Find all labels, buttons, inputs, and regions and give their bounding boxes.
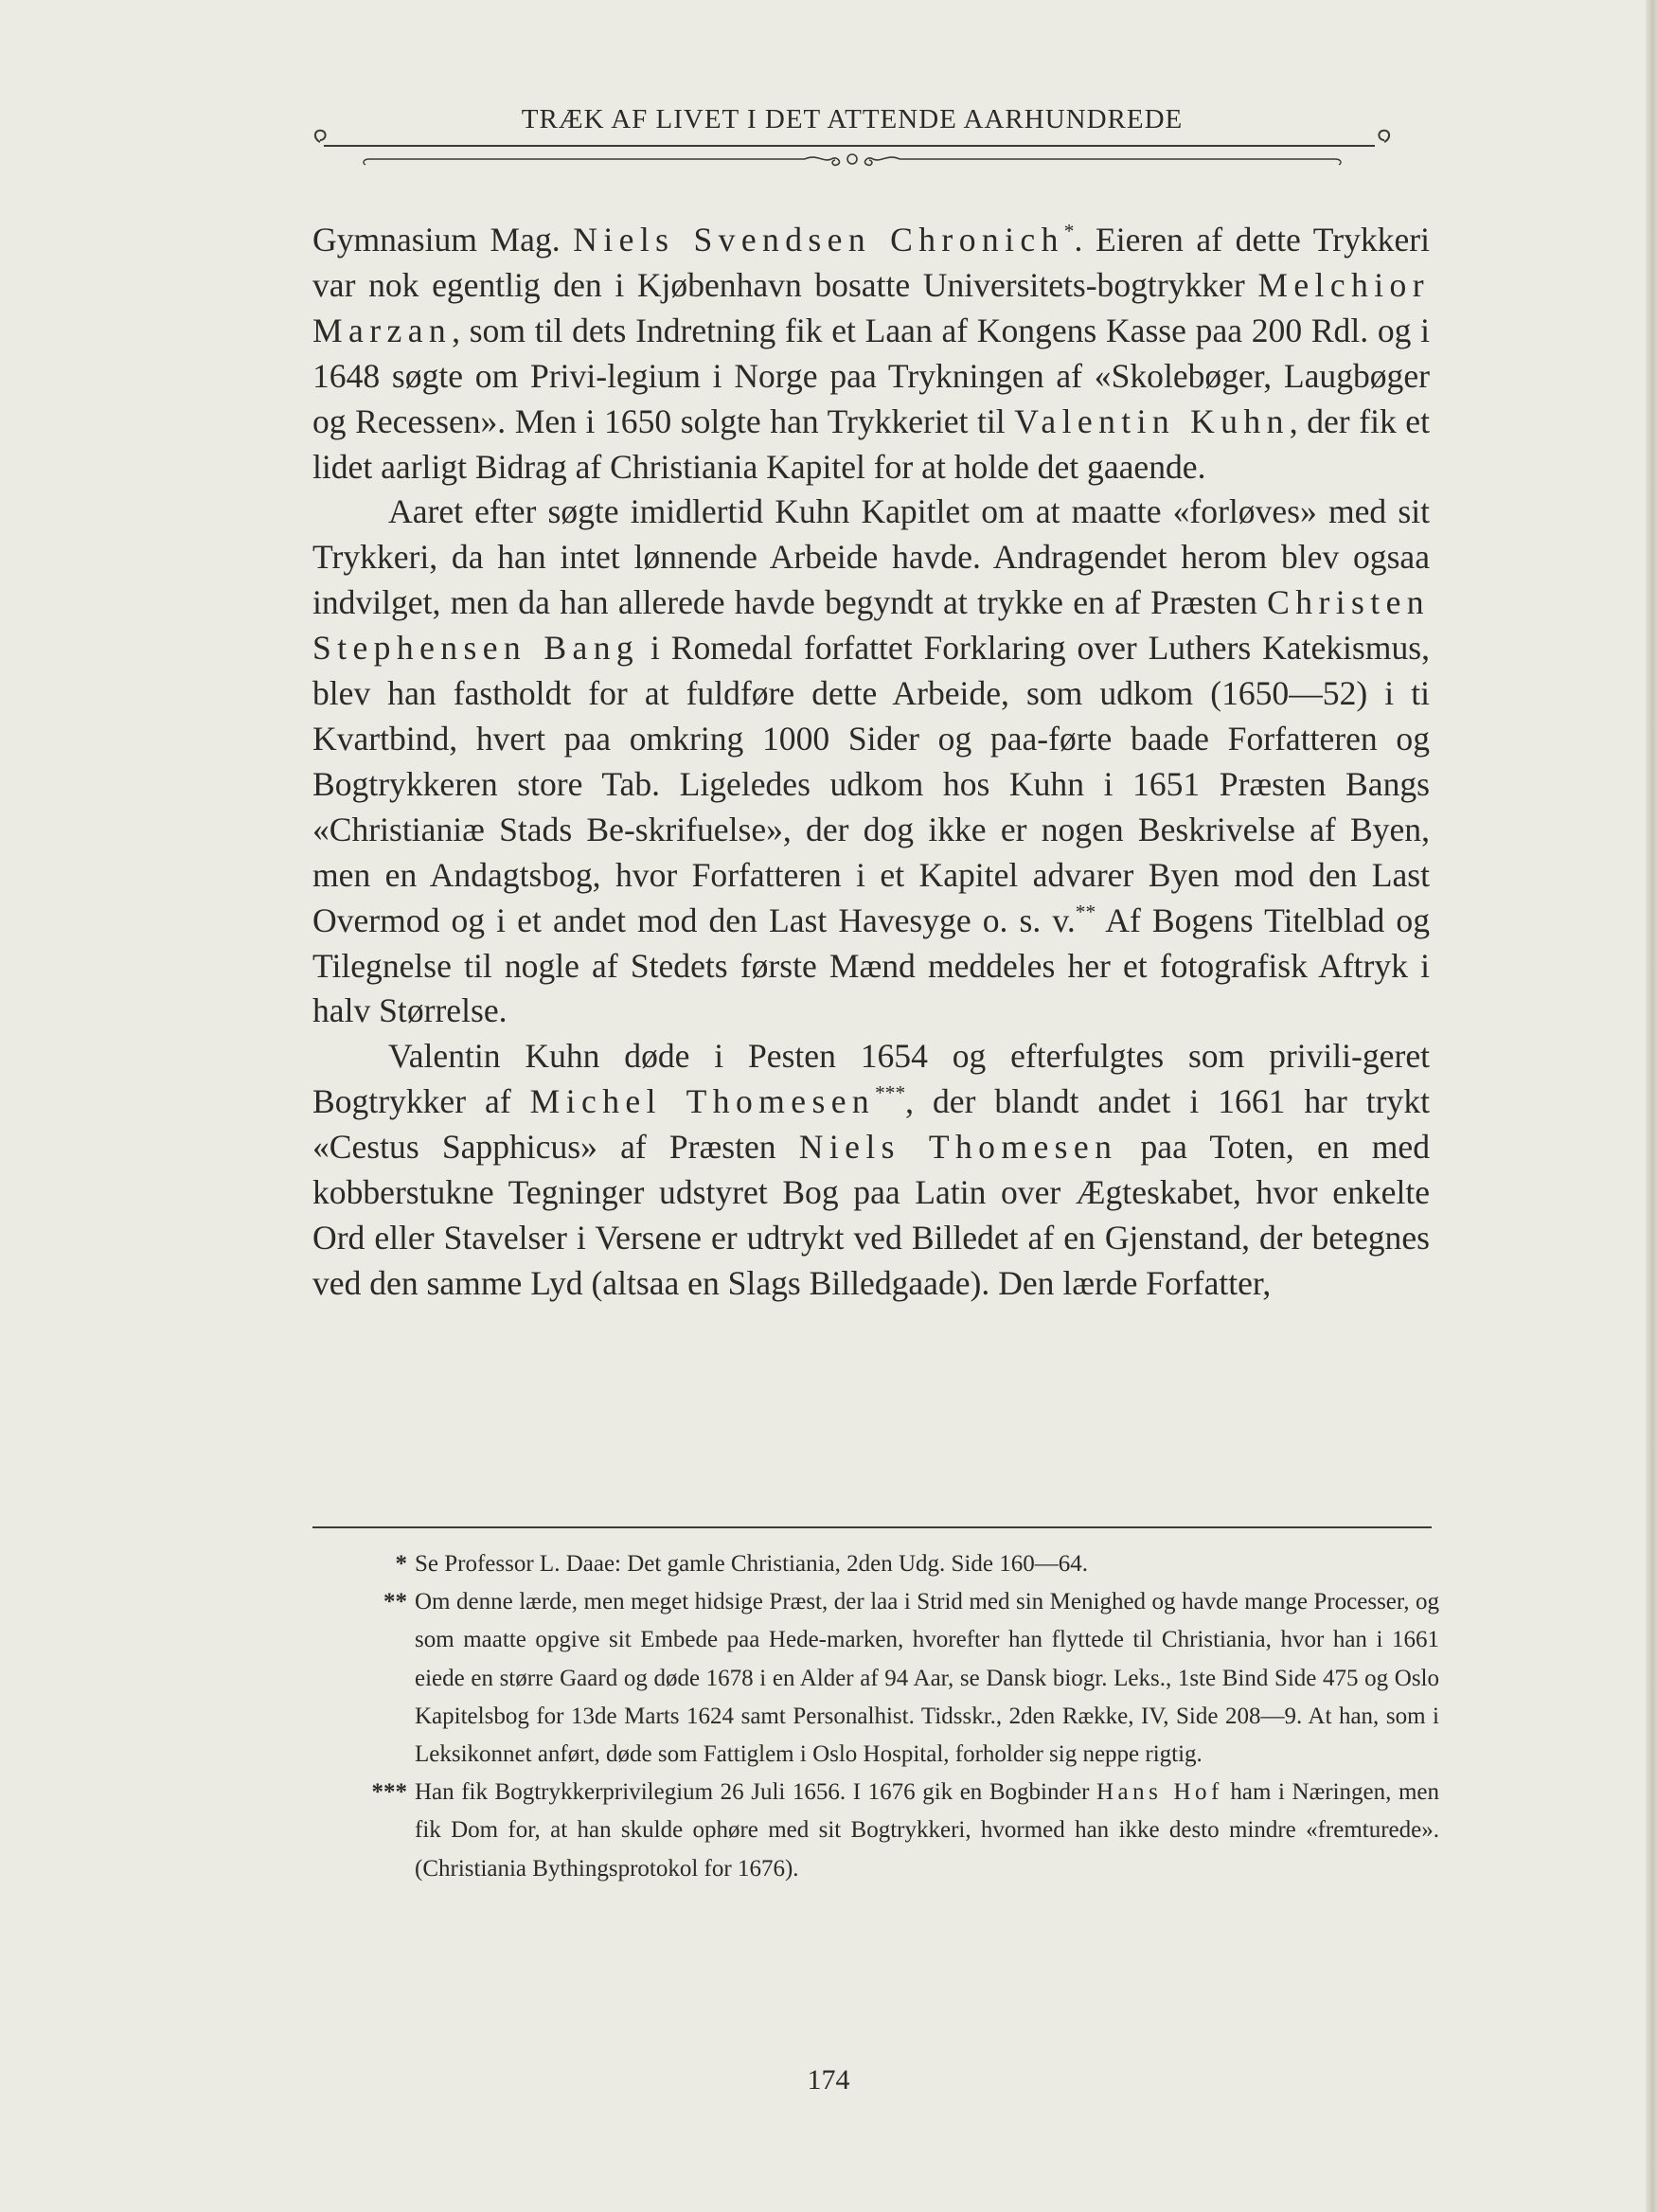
footnote-text: Se Professor L. Daae: Det gamle Christiania, 2den Udg. Side 160—64. — [415, 1551, 1088, 1577]
footnote-2 — [362, 1583, 1439, 1774]
text-run: , der blandt andet i 1661 har trykt «Cestus Sapphicus» af Præsten — [312, 1082, 1430, 1167]
person-name: Melchior Marzan — [312, 265, 1430, 349]
text-run: Af Bogens Titelblad og Tilegnelse til nogle af Stedets første Mænd meddeles her et fotografisk Aftryk i halv Størrelse. — [312, 901, 1430, 1030]
footnote-ref: * — [1063, 220, 1075, 243]
text-run: Gymnasium Mag. — [312, 221, 574, 259]
text-run: paa Toten, en med kobberstukne Tegninger udstyret Bog paa Latin over Ægteskabet, hvor enkelte Ord eller Stavelser i Versene er udtrykt ved Billedet af en Gjenstand, der betegnes ved den samme Lyd (altsaa en Slags Billedgaade). Den lærde Forfatter, — [312, 1128, 1431, 1302]
text-run: Aaret efter søgte imidlertid Kuhn Kapitlet om at maatte «forløves» med sit Trykkeri, da han intet lønnende Arbeide havde. Andragendet herom blev ogsaa indvilget, men da han allerede havde begyndt at trykke en af Præsten — [312, 492, 1430, 622]
text-run: , der fik et lidet aarligt Bidrag af Christiania Kapitel for at holde det gaaende. — [312, 401, 1430, 486]
main-text — [312, 218, 1430, 1307]
footnote-mark: ** — [383, 1589, 407, 1615]
footnote-text: Om denne lærde, men meget hidsige Præst, der laa i Strid med sin Menighed og havde mange Processer, og som maatte opgive sit Embede paa Hede-marken, hvorefter han flyttede til Christiania, hvor han i 1661 eiede en større Gaard og døde 1678 i en Alder af 94 Aar, se Dansk biogr. Leks., 1ste Bind Side 475 og Oslo Kapitelsbog for 13de Marts 1624 samt Personalhist. Tidsskr., 2den Række, IV, Side 208—9. At han, som i Leksikonnet anført, døde som Fattiglem i Oslo Hospital, forholder sig neppe rigtig. — [415, 1589, 1439, 1768]
footnote-mark: * — [395, 1551, 407, 1577]
paragraph-1 — [312, 218, 1430, 490]
running-header — [312, 97, 1392, 172]
person-name: Niels Thomesen — [798, 1128, 1118, 1167]
running-title: TRÆK AF LIVET I DET ATTENDE AARHUNDREDE — [521, 104, 1184, 134]
footnote-3 — [362, 1774, 1439, 1888]
text-run: . Eieren af dette Trykkeri var nok egentlig den i Kjøbenhavn bosatte Universitets-bogtrykker — [312, 221, 1430, 304]
person-name: Niels Svendsen Chronich — [573, 221, 1064, 259]
footnote-text: ham i Næringen, men fik Dom for, at han skulde ophøre med sit Bogtrykkeri, hvormed han ikke desto mindre «fremturede». (Christiania Bythingsprotokol for 1676). — [415, 1779, 1440, 1882]
person-name: Hans Hof — [1096, 1779, 1223, 1806]
footnotes — [362, 1545, 1439, 1888]
footnote-mark: *** — [371, 1779, 407, 1806]
person-name: Michel Thomesen — [529, 1082, 876, 1121]
paragraph-3 — [312, 1034, 1430, 1306]
text-run: i Romedal forfattet Forklaring over Luthers Katekismus, blev han fastholdt for at fuldføre dette Arbeide, som udkom (1650—52) i ti Kvartbind, hvert paa omkring 1000 Sider og paa-førte baade Forfatteren og Bogtrykkeren store Tab. Ligeledes udkom hos Kuhn i 1651 Præsten Bangs «Christianiæ Stads Be-skrifuelse», der dog ikke er nogen Beskrivelse af Byen, men en Andagtsbog, hvor Forfatteren i et Kapitel advarer Byen mod den Last Overmod og i et andet mod den Last Havesyge o. s. v. — [312, 629, 1430, 939]
text-run: , som til dets Indretning fik et Laan af Kongens Kasse paa 200 Rdl. og i 1648 søgte om Privi-legium i Norge paa Trykningen af «Skolebøger, Laugbøger og Recessen». Men i 1650 solgte han Trykkeriet til — [312, 311, 1430, 440]
page-number: 174 — [807, 2064, 850, 2096]
person-name: Valentin Kuhn — [1014, 401, 1290, 440]
person-name: Christen Stephensen Bang — [312, 583, 1430, 668]
footnote-ref: ** — [1075, 900, 1096, 923]
text-run: Valentin Kuhn døde i Pesten 1654 og efterfulgtes som privili-geret Bogtrykker af — [312, 1037, 1430, 1121]
footnote-1 — [362, 1545, 1439, 1583]
page-edge — [1646, 0, 1657, 2212]
footnote-text: Han fik Bogtrykkerprivilegium 26 Juli 1656. I 1676 gik en Bogbinder — [415, 1779, 1096, 1806]
paragraph-2 — [312, 490, 1430, 1034]
footnote-rule — [312, 1526, 1432, 1528]
footnote-ref: *** — [875, 1081, 906, 1105]
